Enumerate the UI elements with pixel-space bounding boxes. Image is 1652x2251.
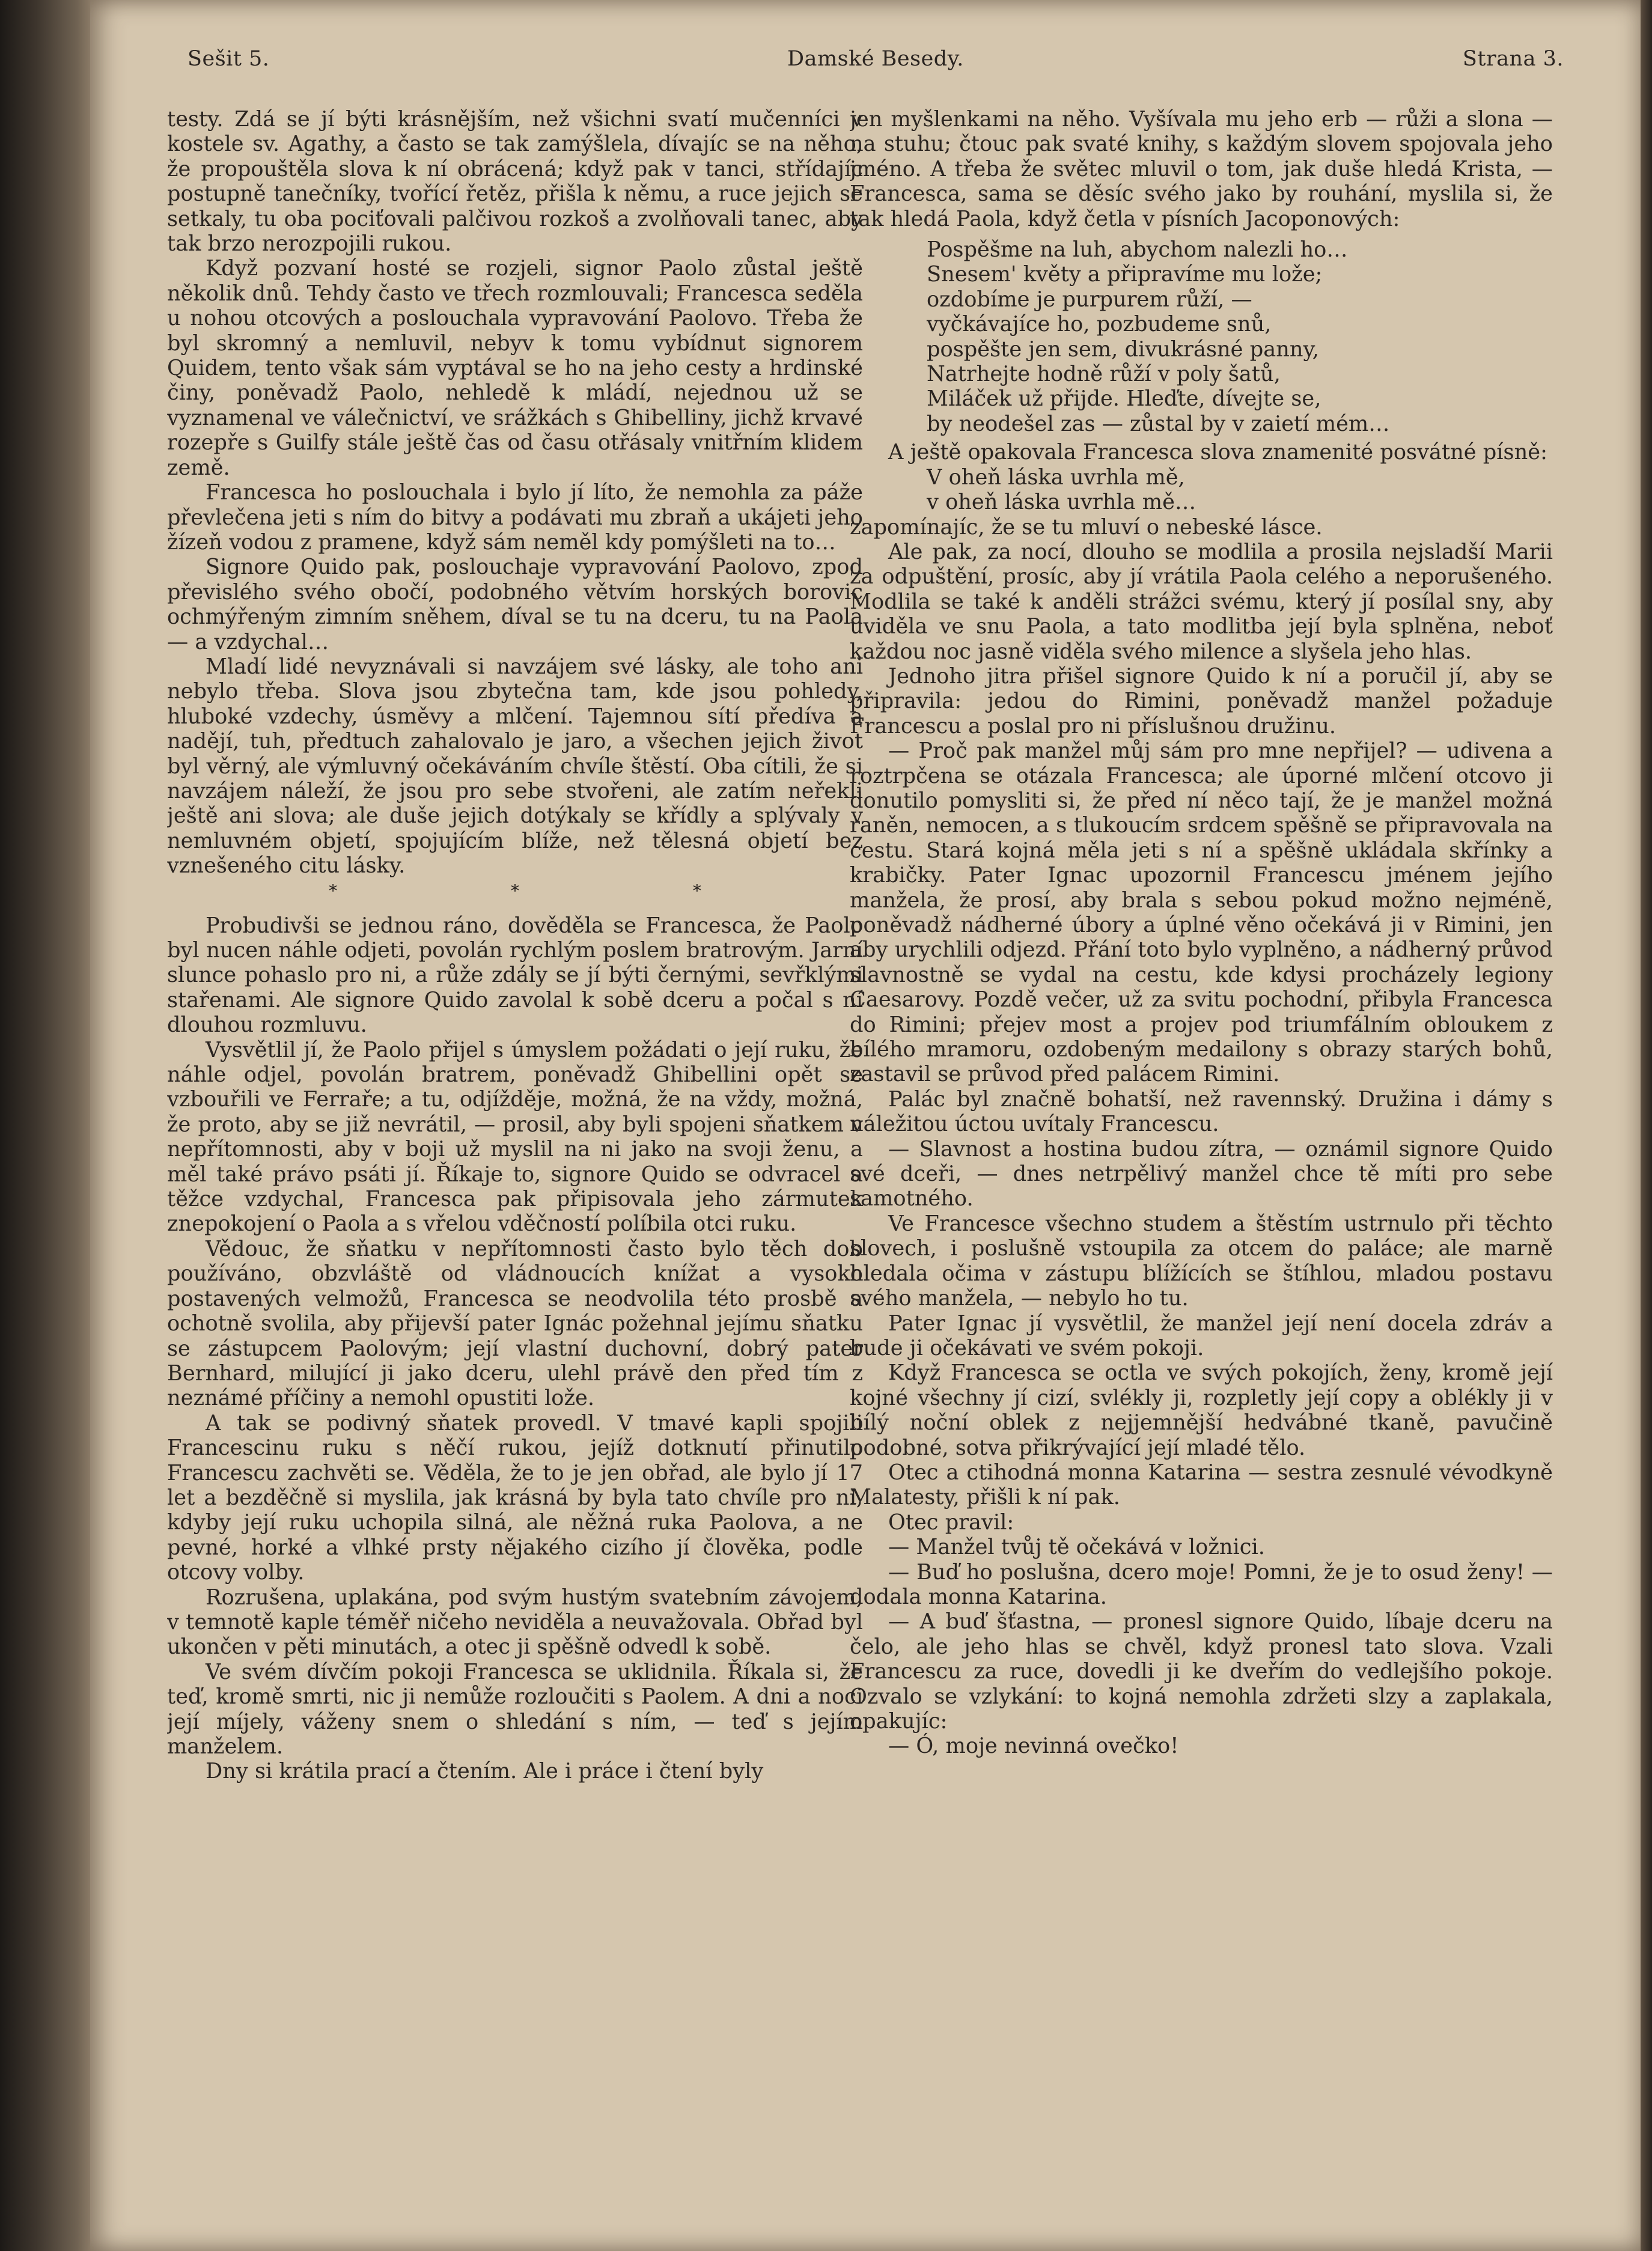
paragraph: — A buď šťastna, — pronesl signore Quido, líbaje dceru na čelo, ale jeho hlas se chvěl, když pronesl tato slova. Vzali Francescu za ruce, dovedli ji ke dveřím do vedlejšího pokoje. Ozvalo se vzlykání: to kojná nemohla zdržeti slzy a zaplakala, opakujíc: [850,1609,1553,1734]
verse-line: V oheň láska uvrhla mě, [927,465,1185,490]
scan-binding-shadow [0,0,90,2251]
paragraph: — Slavnost a hostina budou zítra, — oznámil signore Quido své dceři, — dnes netrpělivý manžel chce tě míti pro sebe samotného. [850,1136,1553,1211]
paragraph: Palác byl značně bohatší, než ravennský. Družina i dámy s náležitou úctou uvítaly Francescu. [850,1086,1553,1137]
paragraph: Když pozvaní hosté se rozjeli, signor Paolo zůstal ještě několik dnů. Tehdy často ve třech rozmlouvali; Francesca seděla u nohou otcových a poslouchala vypravování Paolovo. Třeba že byl skromný a nemluvil, nebyv k tomu vybídnut signorem Quidem, tento však sám vyptával se ho na jeho cesty a hrdinské činy, poněvadž Paolo, nehledě k mládí, nejednou už se vyznamenal ve válečnictví, ve srážkách s Ghibelliny, jichž krvavé rozepře s Guilfy stále ještě čas od času otřásaly vnitřním klidem země. [167,256,863,480]
issue-number: Sešit 5. [187,47,270,71]
verse-line: pospěšte jen sem, divukrásné panny, [927,337,1319,362]
paragraph: Otec pravil: [888,1509,1014,1535]
paragraph: Vysvětlil jí, že Paolo přijel s úmyslem požádati o její ruku, že náhle odjel, povolán bratrem, poněvadž Ghibellini opět se vzbouřili ve Ferraře; a tu, odjížděje, možná, že na vždy, možná, že proto, aby se již nevrátil, — prosil, aby byli spojeni sňatkem v nepřítomnosti, aby v boji už myslil na ni jako na svoji ženu, a měl také právo psáti jí. Říkaje to, signore Quido se odvracel a těžce vzdychal, Francesca pak připisovala jeho zármutek znepokojení o Paola a s vřelou vděčností políbila otci ruku. [167,1037,863,1237]
paragraph: Dny si krátila prací a čtením. Ale i práce i čtení byly [206,1759,764,1784]
page-number: Strana 3. [1462,47,1564,71]
scan-right-edge [1641,0,1652,2251]
magazine-page [90,0,1641,2251]
paragraph: Ve Francesce všechno studem a štěstím ustrnulo při těchto slovech, i poslušně vstoupila za otcem do paláce; ale marně hledala očima v zástupu blížících se štíhlou, mladou postavu svého manžela, — nebylo ho tu. [850,1211,1553,1311]
paragraph: Otec a ctihodná monna Katarina — sestra zesnulé vévodkyně Malatesty, přišli k ní pak. [850,1460,1553,1510]
paragraph: — Proč pak manžel můj sám pro mne nepřijel? — udivena a roztrpčena se otázala Francesca; ale úporné mlčení otcovo ji donutilo pomysliti si, že před ní něco tají, že je manžel možná raněn, nemocen, a s tlukoucím srdcem spěšně se připravovala na cestu. Stará kojná měla jeti s ní a spěšně ukládala skřínky a krabičky. Pater Ignac upozornil Francescu jménem jejího manžela, že prosí, aby brala s sebou pokud možno nejméně, poněvadž nádherné úbory a úplné věno očekává ji v Rimini, jen aby urychlili odjezd. Přání toto bylo vyplněno, a nádherný průvod slavnostně se vydal na cestu, kde kdysi procházely legiony Caesarovy. Pozdě večer, už za svitu pochodní, přibyla Francesca do Rimini; přejev most a projev pod triumfálním obloukem z bílého mramoru, ozdobeným medailony s obrazy starých bohů, zastavil se průvod před palácem Rimini. [850,739,1553,1087]
verse-line: ozdobíme je purpurem růží, — [927,287,1252,312]
paragraph: Jednoho jitra přišel signore Quido k ní a poručil jí, aby se připravila: jedou do Rimini, poněvadž manžel požaduje Francescu a poslal pro ni příslušnou družinu. [850,663,1553,739]
poem-hymn [850,465,1553,515]
right-column [850,107,1553,2234]
paragraph: Mladí lidé nevyznávali si navzájem své lásky, ale toho ani nebylo třeba. Slova jsou zbytečna tam, kde jsou pohledy, hluboké vzdechy, úsměvy a mlčení. Tajemnou sítí předíva a nadějí, tuh, předtuch zahalovalo je jaro, a všechen jejich život byl věrný, ale výmluvný očekáváním chvíle štěstí. Oba cítili, že si navzájem náleží, že jsou pro sebe stvořeni, ale zatím neřekli ještě ani slova; ale duše jejich dotýkaly se křídly a splývaly v nemluvném objetí, spojujícím blíže, než tělesná objetí bez vznešeného citu lásky. [167,654,863,879]
paragraph: Probudivši se jednou ráno, dověděla se Francesca, že Paolo byl nucen náhle odjeti, povolán rychlým poslem bratrovým. Jarní slunce pohaslo pro ni, a růže zdály se jí býti černými, sevřklými stařenami. Ale signore Quido zavolal k sobě dceru a počal s ní dlouhou rozmluvu. [167,913,863,1038]
magazine-title: Damské Besedy. [787,47,964,71]
paragraph: testy. Zdá se jí býti krásnějším, než všichni svatí mučenníci v kostele sv. Agathy, a často se tak zamýšlela, dívajíc se na něho, že propouštěla slova k ní obrácená; když pak v tanci, střídajíc postupně tanečníky, tvořící řetěz, přišla k němu, a ruce jejich se setkaly, tu oba pociťovali palčivou rozkoš a zvolňovali tanec, aby tak brzo nerozpojili rukou. [167,107,863,257]
section-separator: * * * [329,880,785,901]
poem-jacopone [850,237,1553,436]
verse-line: Miláček už přijde. Hleďte, dívejte se, [927,386,1321,412]
verse-line: v oheň láska uvrhla mě… [927,490,1196,515]
paragraph: Vědouc, že sňatku v nepřítomnosti často bylo těch dob používáno, obzvláště od vládnoucích knížat a vysoko postavených velmožů, Francesca se neodvolila této prosbě a ochotně svolila, aby přijevší pater Ignác požehnal jejímu sňatku se zástupcem Paolovým; její vlastní duchovní, dobrý pater Bernhard, milující ji jako dceru, ulehl právě den před tím z neznámé příčiny a nemohl opustiti lože. [167,1236,863,1411]
left-column [167,107,863,2234]
page-header [187,35,1564,83]
verse-line: vyčkávajíce ho, pozbudeme snů, [927,312,1272,337]
paragraph: Pater Ignac jí vysvětlil, že manžel její není docela zdráv a bude ji očekávati ve svém pokoji. [850,1311,1553,1360]
paragraph: — Manžel tvůj tě očekává v ložnici. [888,1535,1265,1560]
paragraph: Rozrušena, uplakána, pod svým hustým svatebním závojem, v temnotě kaple téměř ničeho neviděla a neuvažovala. Obřad byl ukončen v pěti minutách, a otec ji spěšně odvedl k sobě. [167,1585,863,1660]
paragraph: A ještě opakovala Francesca slova znamenité posvátné písně: [888,440,1547,465]
paragraph: — Buď ho poslušna, dcero moje! Pomni, že je to osud ženy! — dodala monna Katarina. [850,1559,1553,1609]
paragraph: Ale pak, za nocí, dlouho se modlila a prosila nejsladší Marii za odpuštění, prosíc, aby jí vrátila Paola celého a neporušeného. Modlila se také k anděli strážci svému, který jí posílal sny, aby uviděla ve snu Paola, a tato modlitba její byla splněna, neboť každou noc jasně viděla svého milence a slyšela jeho hlas. [850,539,1553,664]
verse-line: Natrhejte hodně růží v poly šatů, [927,362,1281,387]
paragraph: zapomínajíc, že se tu mluví o nebeské lásce. [850,514,1323,540]
paragraph: Když Francesca se octla ve svých pokojích, ženy, kromě její kojné všechny jí cizí, svlékly ji, rozpletly její copy a oblékly ji v bílý noční oblek z nejjemnější hedvábné tkaně, pavučině podobné, sotva přikrývající její mladé tělo. [850,1360,1553,1460]
verse-line: Snesem' květy a připravíme mu lože; [927,262,1323,287]
verse-line: by neodešel zas — zůstal by v zaietí mém… [927,411,1390,436]
verse-line: Pospěšme na luh, abychom nalezli ho… [927,237,1348,263]
paragraph: Francesca ho poslouchala i bylo jí líto, že nemohla za páže převlečena jeti s ním do bitvy a podávati mu zbraň a ukájeti jeho žízeň vodou z pramene, když sám neměl kdy pomýšleti na to… [167,480,863,555]
paragraph: A tak se podivný sňatek provedl. V tmavé kapli spojili Francescinu ruku s něčí rukou, jejíž dotknutí přinutilo Francescu zachvěti se. Věděla, že to je jen obřad, ale bylo jí 17 let a bezděčně si myslila, jak krásná by byla tato chvíle pro ni, kdyby její ruku uchopila silná, ale něžná ruka Paolova, a ne pevné, horké a vlhké prsty nějakého cizího jí člověka, podle otcovy volby. [167,1410,863,1585]
paragraph: Signore Quido pak, poslouchaje vypravování Paolovo, zpod převislého svého obočí, podobného větvím horských borovic ochmýřeným zimním sněhem, díval se tu na dceru, tu na Paola — a vzdychal… [167,555,863,654]
paragraph: — Ó, moje nevinná ovečko! [888,1734,1179,1759]
paragraph: Ve svém dívčím pokoji Francesca se uklidnila. Říkala si, že teď, kromě smrti, nic ji nemůže rozloučiti s Paolem. A dni a noci její míjely, váženy snem o shledání s ním, — teď s jejím manželem. [167,1659,863,1759]
paragraph: jen myšlenkami na něho. Vyšívala mu jeho erb — růži a slona — na stuhu; čtouc pak svaté knihy, s každým slovem spojovala jeho jméno. A třeba že světec mluvil o tom, jak duše hledá Krista, — Francesca, sama se děsíc svého jako by rouhání, myslila si, že tak hledá Paola, když četla v písních Jacoponových: [850,107,1553,231]
